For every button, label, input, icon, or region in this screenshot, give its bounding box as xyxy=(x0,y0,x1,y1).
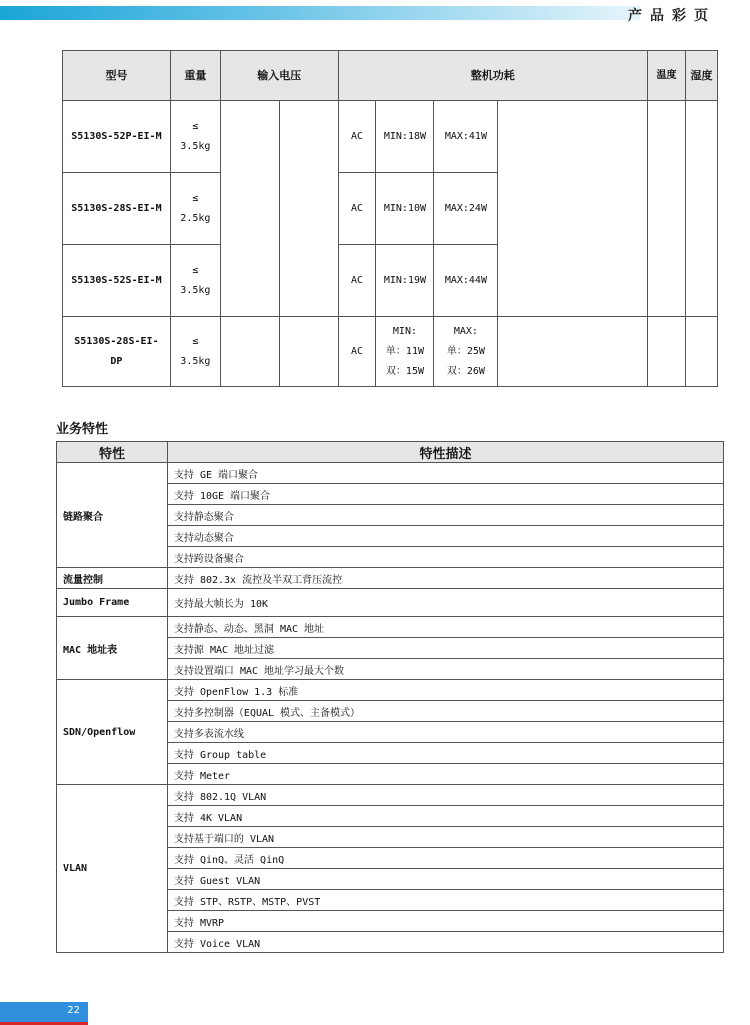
min-power-cell xyxy=(376,317,434,387)
weight-symbol: ≤ xyxy=(192,120,199,132)
feature-description: 支持 Group table xyxy=(167,743,723,764)
feature-description: 支持动态聚合 xyxy=(167,526,723,547)
weight-cell xyxy=(170,317,220,387)
feature-description: 支持静态聚合 xyxy=(167,505,723,526)
max-power-cell xyxy=(434,317,498,387)
header-feature: 特性 xyxy=(57,442,168,463)
feature-description: 支持 QinQ、灵活 QinQ xyxy=(167,848,723,869)
weight-value: 3.5kg xyxy=(180,140,211,152)
features-table xyxy=(56,441,724,953)
feature-description: 支持 MVRP xyxy=(167,911,723,932)
feature-category: 链路聚合 xyxy=(57,463,168,568)
page-number-tab xyxy=(0,1002,88,1025)
humidity-cell xyxy=(685,317,717,387)
feature-description: 支持 Meter xyxy=(167,764,723,785)
voltage-cell-a xyxy=(220,101,279,317)
weight-symbol: ≤ xyxy=(192,264,199,276)
model-cell: S5130S-52S-EI-M xyxy=(63,245,171,317)
model-cell: S5130S-28S-EI-DP xyxy=(63,317,171,387)
feature-description: 支持 Guest VLAN xyxy=(167,869,723,890)
header-feature-desc: 特性描述 xyxy=(167,442,723,463)
header-gradient-stripe xyxy=(0,6,640,20)
ac-cell: AC xyxy=(338,101,376,173)
table-row xyxy=(57,589,724,617)
weight-value: 3.5kg xyxy=(180,355,211,367)
max-power-cell: MAX:24W xyxy=(434,173,498,245)
table-row xyxy=(57,568,724,589)
header-input-voltage: 输入电压 xyxy=(220,51,338,101)
weight-value: 3.5kg xyxy=(180,284,211,296)
table-row xyxy=(63,101,718,173)
feature-description: 支持基于端口的 VLAN xyxy=(167,827,723,848)
voltage-cell-a xyxy=(220,317,279,387)
feature-description: 支持最大帧长为 10K xyxy=(167,589,723,617)
model-cell: S5130S-52P-EI-M xyxy=(63,101,171,173)
feature-description: 支持多控制器（EQUAL 模式、主备模式） xyxy=(167,701,723,722)
max-power-cell: MAX:41W xyxy=(434,101,498,173)
feature-description: 支持 802.1Q VLAN xyxy=(167,785,723,806)
min-power-cell: MIN:10W xyxy=(376,173,434,245)
ac-cell: AC xyxy=(338,173,376,245)
humidity-cell xyxy=(685,101,717,317)
feature-description: 支持多表流水线 xyxy=(167,722,723,743)
ac-cell: AC xyxy=(338,245,376,317)
header-model: 型号 xyxy=(63,51,171,101)
spec-table xyxy=(62,50,718,387)
table-row xyxy=(57,785,724,806)
power-blank-cell xyxy=(498,317,648,387)
min-line-3: 双：15W xyxy=(385,365,424,377)
feature-description: 支持设置端口 MAC 地址学习最大个数 xyxy=(167,659,723,680)
weight-cell xyxy=(170,245,220,317)
feature-category: VLAN xyxy=(57,785,168,953)
temperature-cell xyxy=(648,317,686,387)
max-line-3: 双：26W xyxy=(446,365,485,377)
voltage-cell-b xyxy=(279,101,338,317)
feature-description: 支持 4K VLAN xyxy=(167,806,723,827)
weight-value: 2.5kg xyxy=(180,212,211,224)
header-humidity xyxy=(685,51,717,101)
max-line-2: 单：25W xyxy=(446,345,485,357)
min-line-1: MIN: xyxy=(392,325,417,337)
feature-description: 支持源 MAC 地址过滤 xyxy=(167,638,723,659)
max-power-cell: MAX:44W xyxy=(434,245,498,317)
max-line-1: MAX: xyxy=(453,325,478,337)
feature-description: 支持 10GE 端口聚合 xyxy=(167,484,723,505)
feature-description: 支持 OpenFlow 1.3 标准 xyxy=(167,680,723,701)
table-row xyxy=(57,463,724,484)
weight-symbol: ≤ xyxy=(192,192,199,204)
page-number: 22 xyxy=(67,1005,80,1016)
model-cell: S5130S-28S-EI-M xyxy=(63,173,171,245)
feature-category: 流量控制 xyxy=(57,568,168,589)
feature-description: 支持跨设备聚合 xyxy=(167,547,723,568)
table-row xyxy=(63,317,718,387)
feature-description: 支持 802.3x 流控及半双工背压流控 xyxy=(167,568,723,589)
header-temperature: 温度 xyxy=(648,51,686,101)
voltage-cell-b xyxy=(279,317,338,387)
header-bar xyxy=(0,0,750,28)
ac-cell: AC xyxy=(338,317,376,387)
feature-description: 支持 GE 端口聚合 xyxy=(167,463,723,484)
header-title: 产品彩页 xyxy=(628,8,716,24)
feature-category: SDN/Openflow xyxy=(57,680,168,785)
header-power: 整机功耗 xyxy=(338,51,647,101)
min-power-cell: MIN:18W xyxy=(376,101,434,173)
weight-symbol: ≤ xyxy=(192,335,199,347)
header-weight: 重量 xyxy=(170,51,220,101)
feature-description: 支持静态、动态、黑洞 MAC 地址 xyxy=(167,617,723,638)
feature-description: 支持 Voice VLAN xyxy=(167,932,723,953)
weight-cell xyxy=(170,173,220,245)
table-row xyxy=(57,680,724,701)
feature-category: MAC 地址表 xyxy=(57,617,168,680)
feature-description: 支持 STP、RSTP、MSTP、PVST xyxy=(167,890,723,911)
table-row xyxy=(57,617,724,638)
min-line-2: 单：11W xyxy=(385,345,424,357)
humidity-label: 湿度 xyxy=(690,68,713,82)
min-power-cell: MIN:19W xyxy=(376,245,434,317)
feature-category: Jumbo Frame xyxy=(57,589,168,617)
weight-cell xyxy=(170,101,220,173)
power-blank-cell xyxy=(498,101,648,317)
temperature-cell xyxy=(648,101,686,317)
section-title: 业务特性 xyxy=(56,422,109,437)
